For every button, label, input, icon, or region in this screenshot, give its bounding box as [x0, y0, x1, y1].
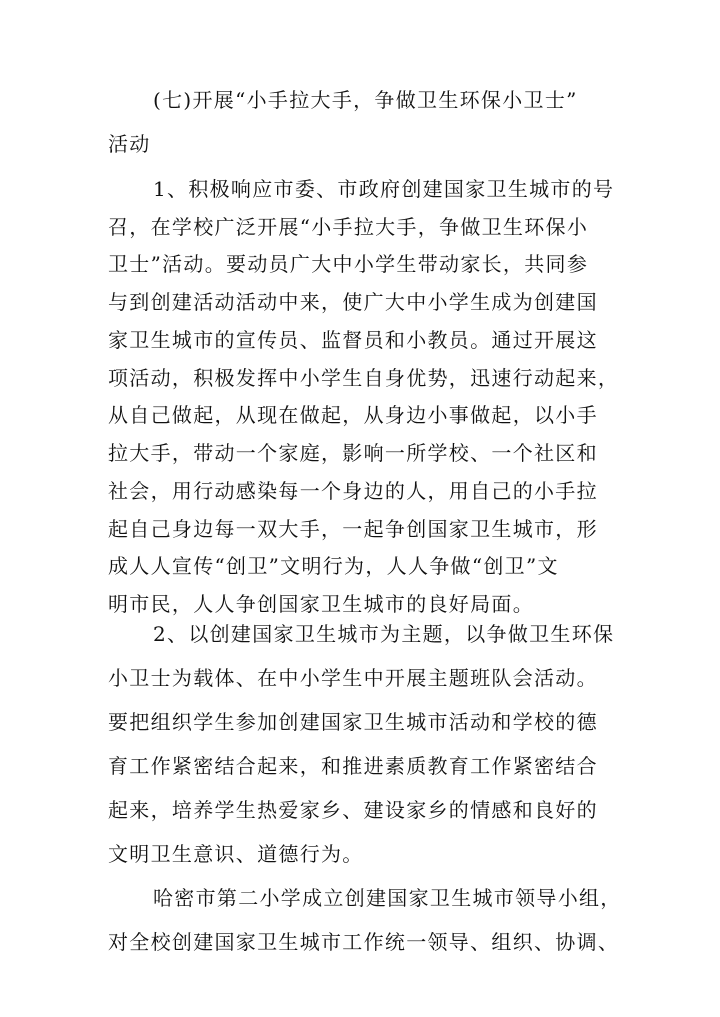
- heading-line-2: 活动: [108, 132, 151, 156]
- paragraph-1-line-9: 社会，用行动感染每一个身边的人，用自己的小手拉: [108, 479, 598, 503]
- paragraph-1-line-3: 卫士”活动。要动员广大中小学生带动家长，共同参: [108, 252, 589, 276]
- paragraph-1-line-6: 项活动，积极发挥中小学生自身优势，迅速行动起来，: [108, 366, 620, 390]
- paragraph-1-line-7: 从自己做起，从现在做起，从身边小事做起，以小手: [108, 403, 598, 427]
- paragraph-1-line-4: 与到创建活动活动中来，使广大中小学生成为创建国: [108, 290, 598, 314]
- paragraph-3-line-1: 哈密市第二小学成立创建国家卫生城市领导小组，: [153, 886, 622, 910]
- paragraph-1-line-10: 起自己身边每一双大手，一起争创国家卫生城市，形: [108, 517, 598, 541]
- paragraph-3-line-2: 对全校创建国家卫生城市工作统一领导、组织、协调、: [108, 930, 620, 954]
- paragraph-2-line-1: 2、以创建国家卫生城市为主题，以争做卫生环保: [153, 622, 615, 646]
- paragraph-2-line-6: 文明卫生意识、道德行为。: [108, 842, 364, 866]
- paragraph-2-line-5: 起来，培养学生热爱家乡、建设家乡的情感和良好的: [108, 798, 598, 822]
- paragraph-2-line-3: 要把组织学生参加创建国家卫生城市活动和学校的德: [108, 710, 598, 734]
- paragraph-1-line-11: 成人人宣传“创卫”文明行为，人人争做“创卫”文: [108, 554, 559, 578]
- paragraph-1-line-2: 召，在学校广泛开展“小手拉大手，争做卫生环保小: [108, 215, 589, 239]
- paragraph-2-line-2: 小卫士为载体、在中小学生中开展主题班队会活动。: [108, 666, 598, 690]
- paragraph-1-line-1: 1、积极响应市委、市政府创建国家卫生城市的号: [153, 177, 615, 201]
- heading-line-1: (七)开展“小手拉大手，争做卫生环保小卫士”: [153, 88, 578, 112]
- paragraph-1-line-8: 拉大手，带动一个家庭，影响一所学校、一个社区和: [108, 441, 598, 465]
- paragraph-2-line-4: 育工作紧密结合起来，和推进素质教育工作紧密结合: [108, 754, 598, 778]
- paragraph-1-line-5: 家卫生城市的宣传员、监督员和小教员。通过开展这: [108, 328, 598, 352]
- paragraph-1-line-12: 明市民，人人争创国家卫生城市的良好局面。: [108, 592, 534, 616]
